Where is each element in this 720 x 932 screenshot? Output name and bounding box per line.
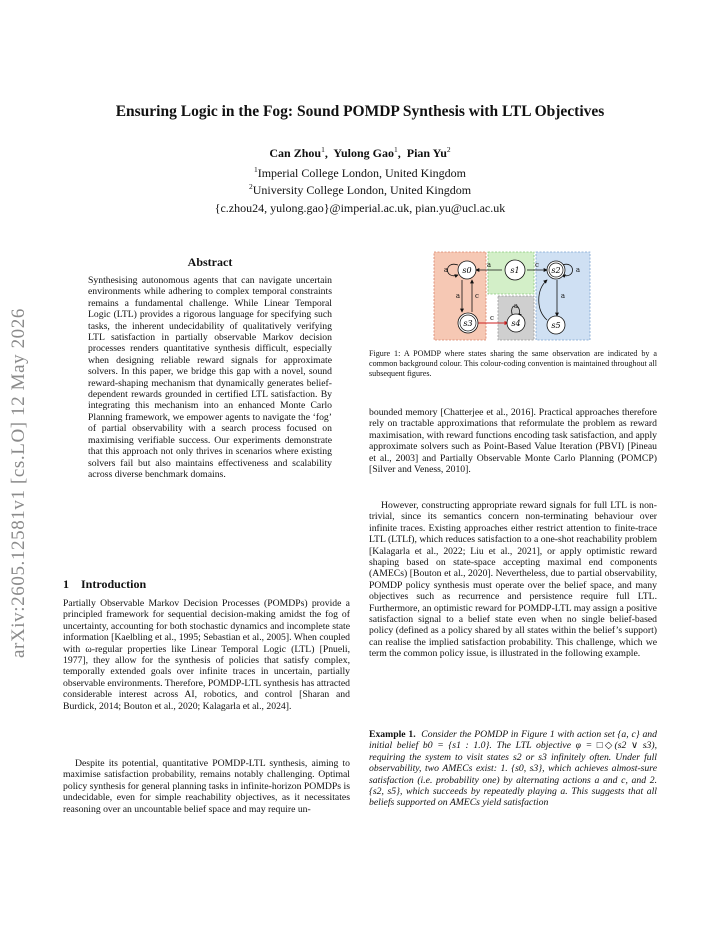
state-s5 bbox=[547, 316, 565, 334]
section-number: 1 bbox=[63, 577, 69, 591]
author-name: Can Zhou bbox=[269, 146, 322, 160]
action-label: a bbox=[486, 261, 492, 269]
example-1 bbox=[369, 729, 657, 809]
intro-paragraph-1: Partially Observable Markov Decision Processes (POMDPs) provide a principled framework for sequential decision-making amidst the fog of uncertainty, accounting for both stochastic dynamics and incomplete state information [Kaelbling et al., 1995; Sebastian et al., 2005]. When coupled with ω-regular properties like Linear Temporal Logic (LTL) [Pnueli, 1977], they allow for the synthesis of policies that satisfy complex, temporally extended goals over infinite traces in uncertain, partially observable environments. Therefore, POMDP-LTL synthesis has attracted considerable interest across AI, robotics, and control [Sharan and Burdick, 2014; Bouton et al., 2020; Kalagarla et al., 2024]. bbox=[63, 598, 350, 712]
state-s0 bbox=[458, 261, 476, 279]
state-label: s2 bbox=[551, 266, 561, 275]
state-s4 bbox=[507, 314, 525, 332]
abstract-text: Synthesising autonomous agents that can navigate uncertain environments while adhering to complex temporal constraints remains a fundamental challenge. While Linear Temporal Logic (LTL) provides a rigorous language for specifying such tasks, the inherent undecidability of qualitatively verifying LTL satisfaction in partially observable Markov decision processes renders quantitative synthesis difficult, especially when designing reliable reward signals for approximate solvers. In this paper, we bridge this gap with a novel, sound reward-shaping mechanism that dynamically generates belief-dependent rewards grounded in certified LTL satisfaction. By integrating this mechanism into an enhanced Monte Carlo Planning framework, we empower agents to navigate the ‘fog’ of partial observability with a search process focused on maximising verifiable success. Our experiments demonstrate that this approach not only thrives in scenarios where existing solvers fail but also maintains effectiveness and scalability across diverse benchmark domains. bbox=[88, 275, 332, 480]
intro-paragraph-2: Despite its potential, quantitative POMDP-LTL synthesis, aiming to maximise satisfaction probability, remains notably challenging. Optimal policy synthesis for general planning tasks in infinite-horizon POMDPs is undecidable, even for simple reachability objectives, as it necessitates reasoning over an uncountable belief space and may require un- bbox=[63, 758, 350, 815]
state-label: s0 bbox=[462, 266, 472, 275]
action-label: c bbox=[490, 314, 494, 322]
author-name: Pian Yu bbox=[406, 146, 447, 160]
author-affil-mark: 2 bbox=[446, 145, 451, 154]
action-label: a bbox=[455, 292, 461, 300]
author-affil-mark: 1 bbox=[393, 145, 398, 154]
state-label: s3 bbox=[463, 319, 473, 328]
action-label: a bbox=[443, 266, 449, 274]
section-title: Introduction bbox=[81, 577, 147, 591]
author-emails: {c.zhou24, yulong.gao}@imperial.ac.uk, pian.yu@ucl.ac.uk bbox=[214, 201, 506, 215]
affiliation bbox=[60, 165, 660, 181]
affiliation bbox=[60, 182, 660, 198]
state-s2 bbox=[547, 261, 565, 279]
affiliation-mark: 1 bbox=[253, 165, 258, 174]
affiliation-text: Imperial College London, United Kingdom bbox=[257, 166, 467, 180]
example-text: Consider the POMDP in Figure 1 with action set {a, c} and initial belief b0 = {s1 : 1.0}. The LTL objective φ = □◇(s2 ∨ s3), requiring the system to visit states s2 or s3 infinitely often. Under full observability, two AMECs exist: 1. {s0, s3}, which achieves almost-sure satisfaction (i.e. probability one) by alternating actions a and c, and 2. {s2, s5}, which succeeds by repeatedly playing a. This suggests that all beliefs supported on AMECs yield satisfaction bbox=[369, 729, 657, 809]
state-label: s1 bbox=[510, 266, 520, 275]
state-label: s4 bbox=[511, 319, 521, 328]
section-heading-introduction bbox=[63, 577, 146, 592]
affiliation-text: University College London, United Kingdom bbox=[252, 183, 472, 197]
action-label: c bbox=[475, 292, 479, 300]
action-label: c bbox=[535, 261, 539, 269]
action-label: a bbox=[560, 292, 566, 300]
state-s1 bbox=[505, 260, 525, 280]
author-list: Can Zhou$^1$, Yulong Gao$^1$, Pian Yu$^2$ bbox=[269, 145, 451, 160]
example-label: Example 1. bbox=[369, 729, 416, 740]
intro-paragraph-3: bounded memory [Chatterjee et al., 2016]. Practical approaches therefore rely on tractable approximations that reformulate the problem as reward maximisation, with reward functions encoding task satisfaction, and apply approximate solvers such as Point-Based Value Iteration (PBVI) [Pineau et al., 2003] and Partially Observable Monte Carlo Planning (POMCP) [Silver and Veness, 2010]. bbox=[369, 407, 657, 476]
state-label: s5 bbox=[551, 321, 561, 330]
paper-title: Ensuring Logic in the Fog: Sound POMDP Synthesis with LTL Objectives bbox=[115, 103, 605, 120]
state-s3 bbox=[458, 313, 478, 333]
affiliation-mark: 2 bbox=[248, 182, 253, 191]
figure-caption: Figure 1: A POMDP where states sharing the same observation are indicated by a common background colour. This colour-coding convention is maintained throughout all subsequent figures. bbox=[369, 349, 657, 378]
action-label: a bbox=[513, 302, 519, 310]
action-label: a bbox=[575, 266, 581, 274]
pomdp-figure bbox=[432, 250, 592, 342]
abstract-heading: Abstract bbox=[187, 255, 233, 269]
author-name: Yulong Gao bbox=[333, 146, 394, 160]
arxiv-identifier: arXiv:2605.12581v1 [cs.LO] 12 May 2026 bbox=[8, 308, 29, 658]
author-affil-mark: 1 bbox=[321, 145, 325, 154]
intro-paragraph-4: However, constructing appropriate reward signals for full LTL is non-trivial, since its semantics concern non-terminating behaviour over infinite traces. Existing approaches either restrict attention to finite-trace LTL (LTLf), which reduces satisfaction to a one-shot reachability problem [Kalagarla et al., 2022; Liu et al., 2021], or apply optimistic reward shaping based on state-space accepting maximal end components (AMECs) [Bouton et al., 2020]. Nevertheless, due to partial observability, POMDP policy synthesis must operate over the belief space, and many objectives such as recurrence and persistence require full LTL. Furthermore, an optimistic reward for POMDP-LTL may assign a positive satisfaction signal to a belief state even when no single belief-based policy (defined as a policy shared by all states within the belief’s support) can realise the implied satisfaction probability. This challenge, which we term the common policy issue, is illustrated in the following example. bbox=[369, 500, 657, 660]
